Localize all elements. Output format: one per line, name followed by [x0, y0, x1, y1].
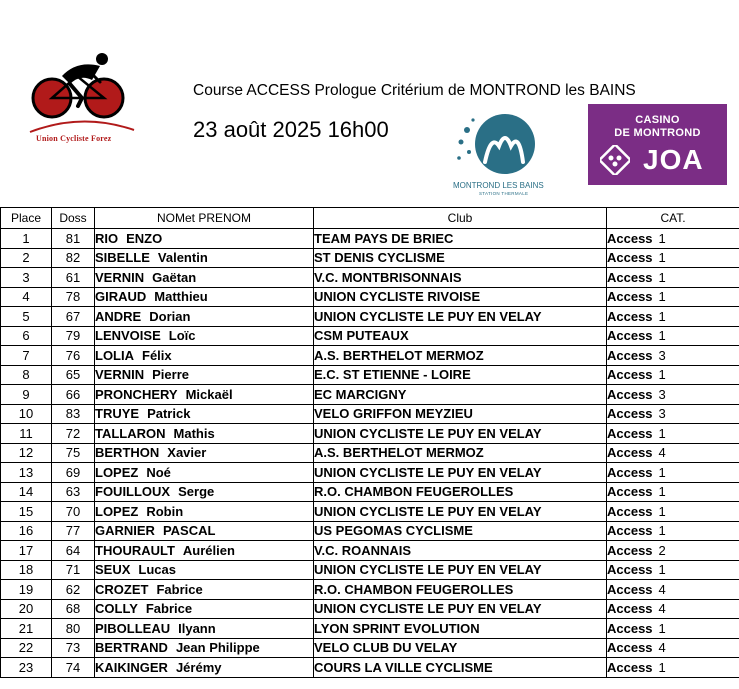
- cell-place: 23: [1, 658, 52, 678]
- cell-cat-num: 1: [658, 503, 666, 519]
- cell-cat-label: Access: [607, 386, 653, 402]
- cell-club: CSM PUTEAUX: [314, 326, 607, 346]
- results-table: [0, 207, 739, 678]
- cell-last-name: LOPEZ: [95, 503, 139, 519]
- cell-first-name: Valentin: [157, 250, 208, 266]
- table-row: [1, 307, 739, 327]
- cell-club: COURS LA VILLE CYCLISME: [314, 658, 607, 678]
- cell-name: [95, 404, 314, 424]
- club-logo-text: Union Cycliste Forez: [36, 134, 112, 143]
- cell-cat-num: 1: [658, 328, 666, 344]
- table-row: [1, 326, 739, 346]
- cell-club: VELO CLUB DU VELAY: [314, 638, 607, 658]
- cell-doss: 83: [52, 404, 95, 424]
- cell-cat: [607, 521, 739, 541]
- cell-cat: [607, 307, 739, 327]
- race-title: Course ACCESS Prologue Critérium de MONTROND les BAINS: [193, 82, 636, 99]
- cell-club: US PEGOMAS CYCLISME: [314, 521, 607, 541]
- cell-cat: [607, 287, 739, 307]
- cell-place: 17: [1, 541, 52, 561]
- cell-place: 13: [1, 463, 52, 483]
- results-body: [1, 229, 739, 678]
- cell-first-name: Xavier: [167, 445, 207, 461]
- cell-first-name: Félix: [142, 347, 172, 363]
- cell-name: [95, 287, 314, 307]
- cell-club: R.O. CHAMBON FEUGEROLLES: [314, 580, 607, 600]
- header-cat: CAT.: [607, 208, 739, 229]
- cell-first-name: Fabrice: [156, 581, 203, 597]
- cell-cat-label: Access: [607, 562, 653, 578]
- cell-first-name: Loïc: [168, 328, 196, 344]
- cell-club: EC MARCIGNY: [314, 385, 607, 405]
- cell-cat-label: Access: [607, 523, 653, 539]
- cell-cat-label: Access: [607, 367, 653, 383]
- cell-club: UNION CYCLISTE LE PUY EN VELAY: [314, 599, 607, 619]
- table-row: [1, 580, 739, 600]
- cell-cat: [607, 599, 739, 619]
- cell-first-name: Jean Philippe: [175, 640, 260, 656]
- table-row: [1, 619, 739, 639]
- town-logo-sub: STATION THERMALE: [479, 191, 529, 196]
- cell-last-name: GARNIER: [95, 523, 155, 539]
- cell-club: UNION CYCLISTE LE PUY EN VELAY: [314, 560, 607, 580]
- cell-name: [95, 638, 314, 658]
- cell-club: ST DENIS CYCLISME: [314, 248, 607, 268]
- cell-last-name: THOURAULT: [95, 542, 175, 558]
- cell-doss: 66: [52, 385, 95, 405]
- cell-first-name: Lucas: [138, 562, 176, 578]
- cell-first-name: Gaëtan: [152, 269, 197, 285]
- cell-doss: 77: [52, 521, 95, 541]
- cell-place: 3: [1, 268, 52, 288]
- table-header-row: [1, 208, 739, 229]
- cell-cat-num: 4: [658, 640, 666, 656]
- cell-last-name: GIRAUD: [95, 289, 147, 305]
- cell-name: [95, 307, 314, 327]
- header-club: Club: [314, 208, 607, 229]
- cell-name: [95, 365, 314, 385]
- cell-cat-label: Access: [607, 620, 653, 636]
- cell-first-name: Dorian: [149, 308, 191, 324]
- cell-first-name: Aurélien: [182, 542, 235, 558]
- cell-doss: 62: [52, 580, 95, 600]
- table-row: [1, 365, 739, 385]
- cell-doss: 63: [52, 482, 95, 502]
- cell-name: [95, 658, 314, 678]
- cell-last-name: TRUYE: [95, 406, 140, 422]
- cell-cat: [607, 619, 739, 639]
- cell-place: 16: [1, 521, 52, 541]
- table-row: [1, 424, 739, 444]
- cell-doss: 71: [52, 560, 95, 580]
- cell-name: [95, 463, 314, 483]
- cell-place: 12: [1, 443, 52, 463]
- cell-name: [95, 619, 314, 639]
- cell-cat-label: Access: [607, 425, 653, 441]
- table-row: [1, 229, 739, 249]
- cell-first-name: Serge: [178, 484, 215, 500]
- cell-cat-label: Access: [607, 347, 653, 363]
- cell-place: 21: [1, 619, 52, 639]
- cell-doss: 79: [52, 326, 95, 346]
- cell-cat: [607, 268, 739, 288]
- cell-last-name: PRONCHERY: [95, 386, 178, 402]
- cyclist-logo-icon: [22, 46, 142, 146]
- cell-last-name: SEUX: [95, 562, 131, 578]
- cell-doss: 78: [52, 287, 95, 307]
- cell-place: 2: [1, 248, 52, 268]
- cell-cat-label: Access: [607, 581, 653, 597]
- cell-cat-label: Access: [607, 308, 653, 324]
- cell-cat-num: 1: [658, 269, 666, 285]
- cell-club: UNION CYCLISTE LE PUY EN VELAY: [314, 424, 607, 444]
- cell-last-name: FOUILLOUX: [95, 484, 171, 500]
- table-row: [1, 404, 739, 424]
- cell-cat-label: Access: [607, 659, 653, 675]
- cell-doss: 70: [52, 502, 95, 522]
- casino-logo-line2: DE MONTROND: [614, 127, 701, 139]
- cell-cat: [607, 443, 739, 463]
- cell-last-name: BERTHON: [95, 445, 160, 461]
- cell-place: 5: [1, 307, 52, 327]
- cell-cat-label: Access: [607, 484, 653, 500]
- cell-place: 20: [1, 599, 52, 619]
- cell-cat: [607, 229, 739, 249]
- table-row: [1, 287, 739, 307]
- cell-place: 15: [1, 502, 52, 522]
- cell-cat: [607, 365, 739, 385]
- cell-cat-num: 3: [658, 347, 666, 363]
- cell-doss: 73: [52, 638, 95, 658]
- cell-cat-num: 1: [658, 367, 666, 383]
- cell-cat-label: Access: [607, 269, 653, 285]
- cell-cat: [607, 248, 739, 268]
- cell-doss: 76: [52, 346, 95, 366]
- cell-name: [95, 346, 314, 366]
- cell-last-name: KAIKINGER: [95, 659, 168, 675]
- cell-cat: [607, 404, 739, 424]
- cell-name: [95, 385, 314, 405]
- cell-name: [95, 248, 314, 268]
- cell-first-name: Jérémy: [175, 659, 222, 675]
- casino-logo-line1: CASINO: [635, 114, 680, 126]
- cell-last-name: VERNIN: [95, 367, 145, 383]
- cell-name: [95, 443, 314, 463]
- cell-name: [95, 521, 314, 541]
- cell-name: [95, 560, 314, 580]
- table-row: [1, 658, 739, 678]
- cell-last-name: COLLY: [95, 601, 138, 617]
- town-logo-name: MONTROND LES BAINS: [453, 181, 544, 190]
- cell-last-name: ANDRE: [95, 308, 142, 324]
- cell-doss: 81: [52, 229, 95, 249]
- header-doss: Doss: [52, 208, 95, 229]
- table-row: [1, 443, 739, 463]
- cell-cat-label: Access: [607, 464, 653, 480]
- cell-club: UNION CYCLISTE LE PUY EN VELAY: [314, 502, 607, 522]
- casino-brand: JOA: [643, 144, 704, 175]
- table-row: [1, 560, 739, 580]
- cell-cat: [607, 638, 739, 658]
- cell-last-name: RIO: [95, 230, 119, 246]
- cell-cat-num: 1: [658, 425, 666, 441]
- cell-last-name: PIBOLLEAU: [95, 620, 171, 636]
- cell-club: UNION CYCLISTE RIVOISE: [314, 287, 607, 307]
- cell-place: 19: [1, 580, 52, 600]
- cell-doss: 65: [52, 365, 95, 385]
- cell-cat-label: Access: [607, 230, 653, 246]
- cell-first-name: Patrick: [147, 406, 191, 422]
- cell-cat: [607, 502, 739, 522]
- cell-club: V.C. ROANNAIS: [314, 541, 607, 561]
- cell-place: 10: [1, 404, 52, 424]
- cell-last-name: BERTRAND: [95, 640, 168, 656]
- race-date: 23 août 2025 16h00: [193, 117, 389, 142]
- cell-club: A.S. BERTHELOT MERMOZ: [314, 443, 607, 463]
- cell-cat-label: Access: [607, 328, 653, 344]
- cell-place: 22: [1, 638, 52, 658]
- cell-doss: 74: [52, 658, 95, 678]
- cell-name: [95, 599, 314, 619]
- cell-doss: 61: [52, 268, 95, 288]
- cell-cat-num: 4: [658, 445, 666, 461]
- cell-club: A.S. BERTHELOT MERMOZ: [314, 346, 607, 366]
- cell-first-name: PASCAL: [162, 523, 216, 539]
- cell-name: [95, 482, 314, 502]
- cell-cat-num: 1: [658, 484, 666, 500]
- header-name: NOMet PRENOM: [95, 208, 314, 229]
- table-row: [1, 638, 739, 658]
- cell-cat-num: 4: [658, 601, 666, 617]
- cell-cat: [607, 560, 739, 580]
- cell-doss: 64: [52, 541, 95, 561]
- cell-last-name: CROZET: [95, 581, 149, 597]
- cell-club: UNION CYCLISTE LE PUY EN VELAY: [314, 307, 607, 327]
- table-row: [1, 268, 739, 288]
- table-row: [1, 346, 739, 366]
- cell-place: 14: [1, 482, 52, 502]
- cell-cat: [607, 346, 739, 366]
- cell-name: [95, 326, 314, 346]
- cell-cat-num: 3: [658, 406, 666, 422]
- cell-cat: [607, 658, 739, 678]
- cell-last-name: TALLARON: [95, 425, 166, 441]
- cell-last-name: LENVOISE: [95, 328, 161, 344]
- cell-doss: 80: [52, 619, 95, 639]
- cell-first-name: ENZO: [126, 230, 163, 246]
- cell-club: E.C. ST ETIENNE - LOIRE: [314, 365, 607, 385]
- cell-club: VELO GRIFFON MEYZIEU: [314, 404, 607, 424]
- cell-cat-label: Access: [607, 445, 653, 461]
- cell-place: 11: [1, 424, 52, 444]
- cell-cat-num: 1: [658, 250, 666, 266]
- cell-cat-num: 1: [658, 308, 666, 324]
- cell-cat-num: 1: [658, 230, 666, 246]
- cell-cat-num: 1: [658, 289, 666, 305]
- cell-cat-num: 1: [658, 562, 666, 578]
- cell-cat: [607, 482, 739, 502]
- table-row: [1, 502, 739, 522]
- cell-club: UNION CYCLISTE LE PUY EN VELAY: [314, 463, 607, 483]
- cell-cat-label: Access: [607, 503, 653, 519]
- cell-cat-label: Access: [607, 601, 653, 617]
- header-place: Place: [1, 208, 52, 229]
- casino-mark-icon: [600, 145, 630, 175]
- cell-name: [95, 229, 314, 249]
- cell-doss: 69: [52, 463, 95, 483]
- casino-logo: [588, 104, 727, 185]
- cell-first-name: Mathis: [173, 425, 215, 441]
- table-row: [1, 521, 739, 541]
- cell-place: 9: [1, 385, 52, 405]
- cell-club: TEAM PAYS DE BRIEC: [314, 229, 607, 249]
- cell-cat-num: 4: [658, 581, 666, 597]
- cell-cat: [607, 541, 739, 561]
- cell-cat-num: 2: [658, 542, 666, 558]
- table-row: [1, 482, 739, 502]
- cell-doss: 75: [52, 443, 95, 463]
- table-row: [1, 463, 739, 483]
- cell-cat-num: 1: [658, 620, 666, 636]
- cell-name: [95, 424, 314, 444]
- cell-place: 6: [1, 326, 52, 346]
- cell-last-name: LOPEZ: [95, 464, 139, 480]
- cell-cat-num: 1: [658, 659, 666, 675]
- cell-cat-label: Access: [607, 542, 653, 558]
- table-row: [1, 385, 739, 405]
- cell-cat: [607, 326, 739, 346]
- cell-cat: [607, 580, 739, 600]
- cell-cat-label: Access: [607, 640, 653, 656]
- cell-place: 18: [1, 560, 52, 580]
- cell-cat-num: 1: [658, 464, 666, 480]
- cell-cat-label: Access: [607, 406, 653, 422]
- cell-first-name: Pierre: [152, 367, 189, 383]
- cell-cat: [607, 424, 739, 444]
- cell-cat: [607, 463, 739, 483]
- cell-first-name: Noé: [146, 464, 171, 480]
- cell-first-name: Ilyann: [178, 620, 216, 636]
- cell-last-name: LOLIA: [95, 347, 134, 363]
- cell-cat: [607, 385, 739, 405]
- cell-cat-label: Access: [607, 289, 653, 305]
- cell-first-name: Robin: [146, 503, 184, 519]
- cell-last-name: SIBELLE: [95, 250, 150, 266]
- cell-doss: 67: [52, 307, 95, 327]
- cell-place: 4: [1, 287, 52, 307]
- cell-club: V.C. MONTBRISONNAIS: [314, 268, 607, 288]
- cell-name: [95, 502, 314, 522]
- cell-cat-label: Access: [607, 250, 653, 266]
- cell-cat-num: 1: [658, 523, 666, 539]
- cell-place: 7: [1, 346, 52, 366]
- cell-cat-num: 3: [658, 386, 666, 402]
- cell-place: 8: [1, 365, 52, 385]
- cell-first-name: Matthieu: [154, 289, 208, 305]
- cell-last-name: VERNIN: [95, 269, 145, 285]
- table-row: [1, 541, 739, 561]
- table-row: [1, 599, 739, 619]
- cell-name: [95, 580, 314, 600]
- cell-name: [95, 541, 314, 561]
- cell-first-name: Fabrice: [145, 601, 193, 617]
- cell-first-name: Mickaël: [185, 386, 233, 402]
- cell-doss: 72: [52, 424, 95, 444]
- cell-name: [95, 268, 314, 288]
- cell-doss: 82: [52, 248, 95, 268]
- table-row: [1, 248, 739, 268]
- cell-club: R.O. CHAMBON FEUGEROLLES: [314, 482, 607, 502]
- cell-doss: 68: [52, 599, 95, 619]
- cell-place: 1: [1, 229, 52, 249]
- cell-club: LYON SPRINT EVOLUTION: [314, 619, 607, 639]
